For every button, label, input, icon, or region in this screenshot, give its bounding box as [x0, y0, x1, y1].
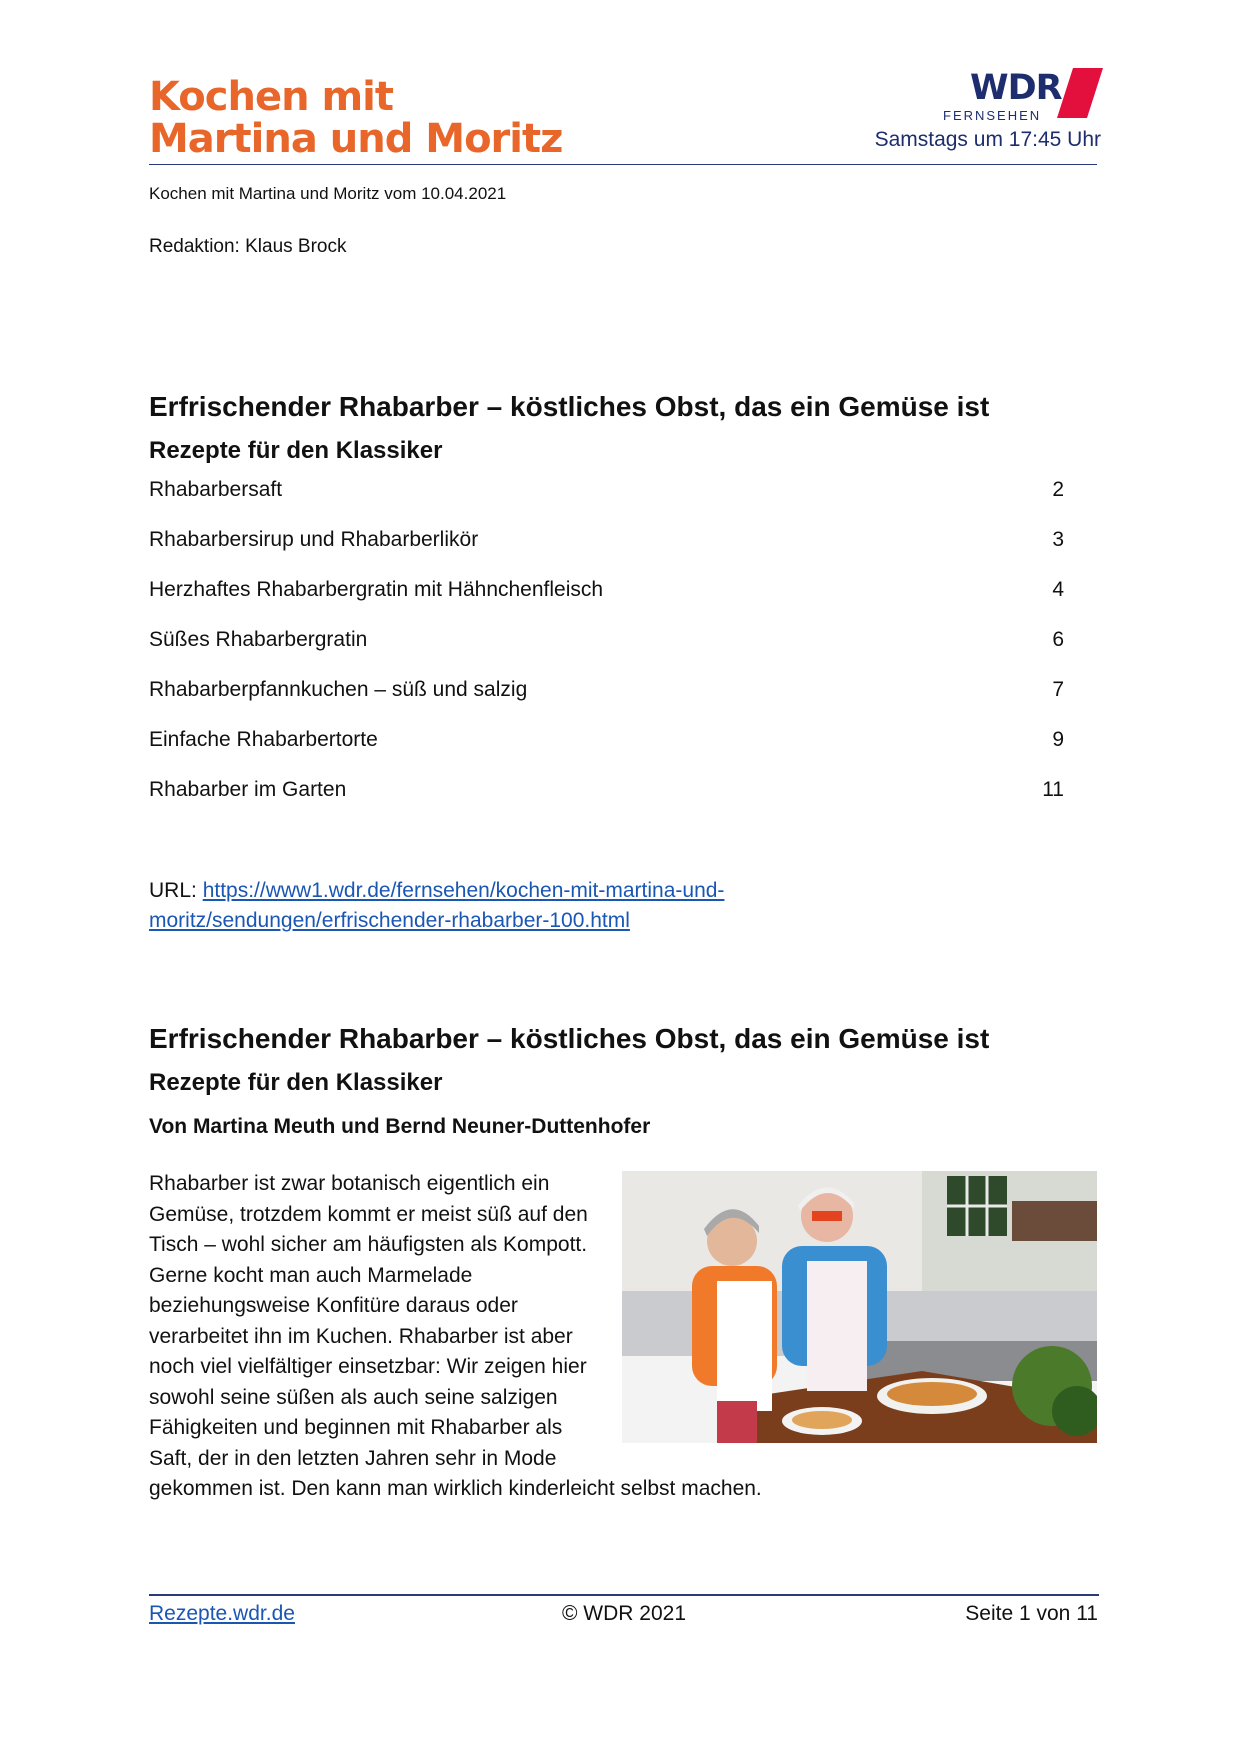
toc-page: 4	[1052, 578, 1064, 601]
intro-text: Rhabarber ist zwar botanisch eigentlich ein Gemüse, trotzdem kommt er meist süß auf den Tisch – wohl sicher am häufigsten als Kompott. Gerne kocht man auch Marmelade beziehungsweise Konfitüre daraus oder verarbeitet ihn im Kuchen. Rhabarber ist aber noch viel vielfältiger einsetzbar: Wir zeigen hier sowohl seine süßen als auch seine salzigen Fähigkeiten und beginnen mit Rhabarber als Saft, der in den letzten Jahren sehr in Mode gekommen ist. Den kann man wirklich kinderleicht selbst machen.	[149, 1172, 762, 1500]
article-title: Erfrischender Rhabarber – köstliches Obst, das ein Gemüse ist	[149, 1023, 990, 1054]
footer-divider	[149, 1594, 1099, 1596]
brand-line-2: Martina und Moritz	[149, 116, 563, 162]
toc-page: 3	[1052, 528, 1064, 551]
kitchen-photo	[622, 1171, 1097, 1443]
wdr-logo	[943, 68, 1100, 123]
section-title: Erfrischender Rhabarber – köstliches Obst, das ein Gemüse ist	[149, 391, 990, 422]
article-authors: Von Martina Meuth und Bernd Neuner-Duttenhofer	[149, 1115, 651, 1138]
toc-page: 7	[1052, 678, 1064, 701]
url-label: URL:	[149, 879, 203, 902]
toc-label: Herzhaftes Rhabarbergratin mit Hähnchenfleisch	[149, 578, 604, 601]
wdr-logo-slash-icon	[1057, 68, 1103, 118]
toc-row[interactable]	[149, 528, 1064, 578]
footer-page-number: Seite 1 von 11	[965, 1602, 1098, 1625]
toc-label: Süßes Rhabarbergratin	[149, 628, 368, 651]
toc-row[interactable]	[149, 578, 1064, 628]
toc-page: 6	[1052, 628, 1064, 651]
toc-label: Rhabarbersaft	[149, 478, 283, 501]
show-date: Kochen mit Martina und Moritz vom 10.04.2021	[149, 184, 507, 203]
toc-page: 2	[1052, 478, 1064, 501]
url-link-part-1[interactable]: https://www1.wdr.de/fernsehen/kochen-mit-martina-und-	[202, 879, 725, 902]
toc-row[interactable]	[149, 478, 1064, 528]
toc-page: 9	[1052, 728, 1064, 751]
toc-label: Rhabarberpfannkuchen – süß und salzig	[149, 678, 528, 701]
wdr-logo-text: WDR	[970, 68, 1062, 108]
brand-title	[149, 76, 562, 160]
brand-line-1: Kochen mit	[149, 74, 394, 120]
toc-row[interactable]	[149, 778, 1064, 828]
editor-credit: Redaktion: Klaus Brock	[149, 236, 347, 257]
header-divider	[149, 164, 1097, 165]
toc-row[interactable]	[149, 678, 1064, 728]
toc-label: Rhabarbersirup und Rhabarberlikör	[149, 528, 479, 551]
footer-copyright: © WDR 2021	[562, 1602, 687, 1625]
article-subtitle: Rezepte für den Klassiker	[149, 1069, 443, 1096]
toc-page: 11	[1042, 778, 1064, 801]
url-link-part-2[interactable]: moritz/sendungen/erfrischender-rhabarber-100.html	[149, 909, 630, 932]
table-of-contents	[149, 478, 1064, 828]
source-url	[149, 876, 849, 936]
footer-site-link[interactable]: Rezepte.wdr.de	[149, 1602, 295, 1625]
airtime-text: Samstags um 17:45 Uhr	[874, 128, 1101, 151]
toc-label: Einfache Rhabarbertorte	[149, 728, 378, 751]
wdr-logo-subtitle: FERNSEHEN	[943, 108, 1042, 123]
toc-row[interactable]	[149, 628, 1064, 678]
section-subtitle: Rezepte für den Klassiker	[149, 437, 443, 464]
article-intro	[149, 1169, 1109, 1505]
toc-label: Rhabarber im Garten	[149, 778, 347, 801]
toc-row[interactable]	[149, 728, 1064, 778]
